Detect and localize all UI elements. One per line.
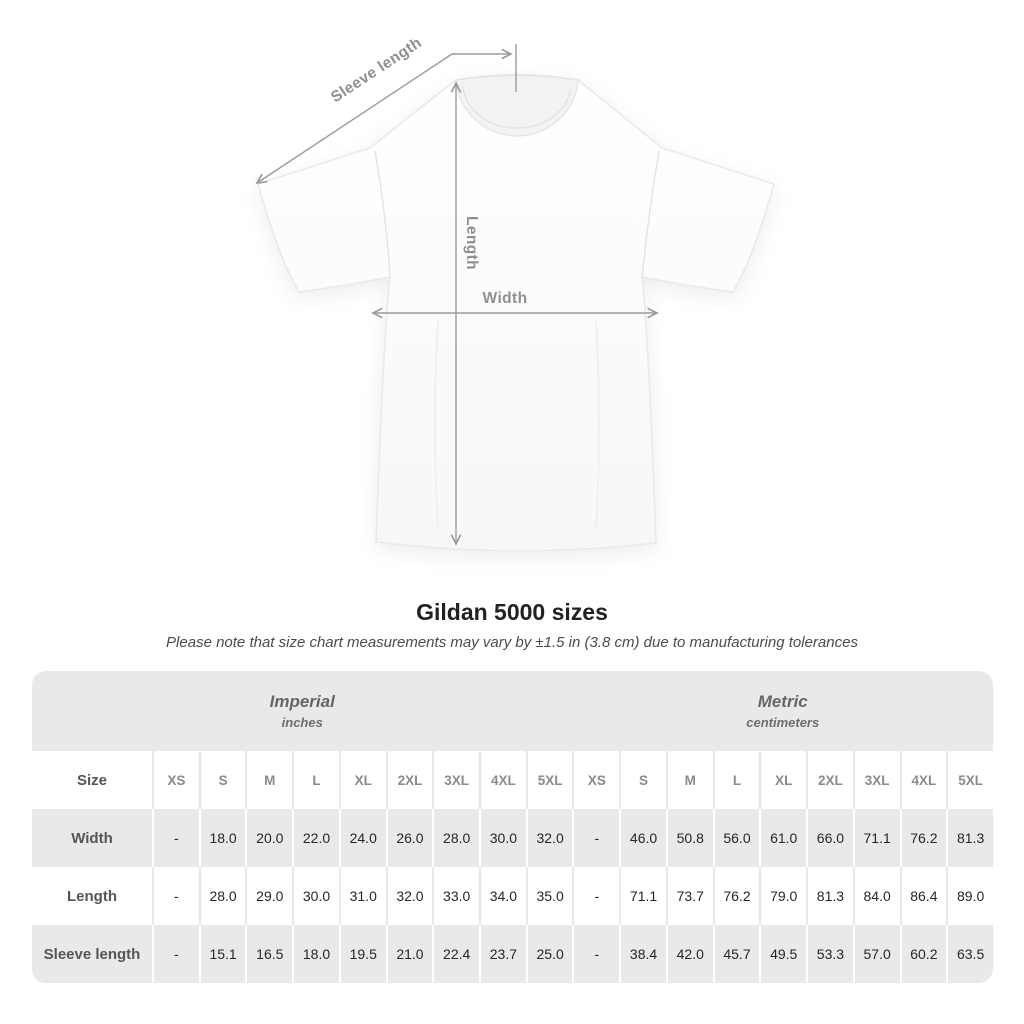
size-column-header: XS (152, 751, 199, 809)
measurement-cell: 18.0 (292, 925, 339, 983)
size-column-header: 2XL (386, 751, 433, 809)
measurement-cell: 38.4 (619, 925, 666, 983)
measurement-cell: 46.0 (619, 809, 666, 867)
measurement-cell: - (572, 925, 619, 983)
size-column-header: S (619, 751, 666, 809)
size-column-header: XS (572, 751, 619, 809)
measurement-cell: 81.3 (806, 867, 853, 925)
measurement-cell: - (152, 867, 199, 925)
measurement-cell: 73.7 (666, 867, 713, 925)
measurement-cell: 26.0 (386, 809, 433, 867)
measurement-cell: 79.0 (759, 867, 806, 925)
measurement-cell: - (152, 809, 199, 867)
size-column-header: XL (759, 751, 806, 809)
table-body (32, 809, 993, 983)
imperial-label: Imperial (269, 691, 335, 711)
measurement-cell: 30.0 (292, 867, 339, 925)
sleeve-length-label: Sleeve length (327, 34, 426, 107)
measurement-cell: 86.4 (900, 867, 947, 925)
size-column-header: 4XL (900, 751, 947, 809)
measurement-cell: 33.0 (432, 867, 479, 925)
measurement-cell: 61.0 (759, 809, 806, 867)
unit-header-row (32, 671, 993, 751)
unit-header-imperial (32, 671, 572, 751)
measurement-cell: 84.0 (853, 867, 900, 925)
measurement-cell: 42.0 (666, 925, 713, 983)
size-column-header: 2XL (806, 751, 853, 809)
page-title: Gildan 5000 sizes (416, 599, 608, 625)
measurement-cell: 20.0 (245, 809, 292, 867)
measurement-cell: 81.3 (946, 809, 993, 867)
length-label: Length (463, 215, 480, 271)
measurement-cell: 56.0 (713, 809, 760, 867)
size-column-header: 5XL (946, 751, 993, 809)
size-column-header: 5XL (526, 751, 573, 809)
measurement-cell: 71.1 (853, 809, 900, 867)
title-block (0, 599, 1024, 651)
size-column-header: M (666, 751, 713, 809)
size-column-header: XL (339, 751, 386, 809)
measurement-row (32, 809, 993, 867)
measurement-cell: 28.0 (432, 809, 479, 867)
measurement-cell: 34.0 (479, 867, 526, 925)
measurement-cell: 60.2 (900, 925, 947, 983)
measurement-cell: 22.0 (292, 809, 339, 867)
measurement-cell: - (572, 809, 619, 867)
measurement-cell: 24.0 (339, 809, 386, 867)
measurement-cell: 35.0 (526, 867, 573, 925)
size-column-header: 4XL (479, 751, 526, 809)
measurement-row (32, 925, 993, 983)
row-label: Sleeve length (43, 945, 141, 963)
measurement-cell: 45.7 (713, 925, 760, 983)
measurement-cell: 66.0 (806, 809, 853, 867)
measurement-cell: - (152, 925, 199, 983)
size-column-header: L (713, 751, 760, 809)
measurement-cell: 16.5 (245, 925, 292, 983)
measurement-cell: 76.2 (900, 809, 947, 867)
measurement-cell: 30.0 (479, 809, 526, 867)
measurement-cell: 29.0 (245, 867, 292, 925)
measurement-cell: 63.5 (946, 925, 993, 983)
unit-header-metric (572, 671, 993, 751)
width-label: Width (482, 290, 528, 307)
measurement-cell: 18.0 (199, 809, 246, 867)
size-column-header: S (199, 751, 246, 809)
measurement-cell: 32.0 (386, 867, 433, 925)
measurement-cell: 31.0 (339, 867, 386, 925)
measurement-cell: 19.5 (339, 925, 386, 983)
size-column-header: L (292, 751, 339, 809)
measurement-row (32, 867, 993, 925)
size-column-header: M (245, 751, 292, 809)
measurement-cell: - (572, 867, 619, 925)
size-header-label: Size (32, 751, 152, 809)
measurement-cell: 49.5 (759, 925, 806, 983)
size-column-header: 3XL (853, 751, 900, 809)
measurement-cell: 22.4 (432, 925, 479, 983)
measurement-cell: 23.7 (479, 925, 526, 983)
row-label: Length (67, 887, 117, 905)
row-label: Width (71, 829, 113, 847)
page-subtitle: Please note that size chart measurements may vary by ±1.5 in (3.8 cm) due to manufacturing tolerances (166, 634, 858, 651)
size-table-container (32, 671, 993, 983)
size-header-row (32, 751, 993, 809)
size-column-header: 3XL (432, 751, 479, 809)
measurement-cell: 28.0 (199, 867, 246, 925)
measurement-cell: 57.0 (853, 925, 900, 983)
size-table (32, 671, 993, 983)
measurement-cell: 50.8 (666, 809, 713, 867)
measurement-cell: 15.1 (199, 925, 246, 983)
measurement-cell: 21.0 (386, 925, 433, 983)
measurement-cell: 25.0 (526, 925, 573, 983)
measurement-cell: 89.0 (946, 867, 993, 925)
metric-sub-label: centimeters (746, 715, 820, 731)
measurement-cell: 71.1 (619, 867, 666, 925)
imperial-sub-label: inches (281, 715, 323, 731)
measurement-cell: 53.3 (806, 925, 853, 983)
metric-label: Metric (757, 691, 808, 711)
measurement-cell: 32.0 (526, 809, 573, 867)
measurement-cell: 76.2 (713, 867, 760, 925)
